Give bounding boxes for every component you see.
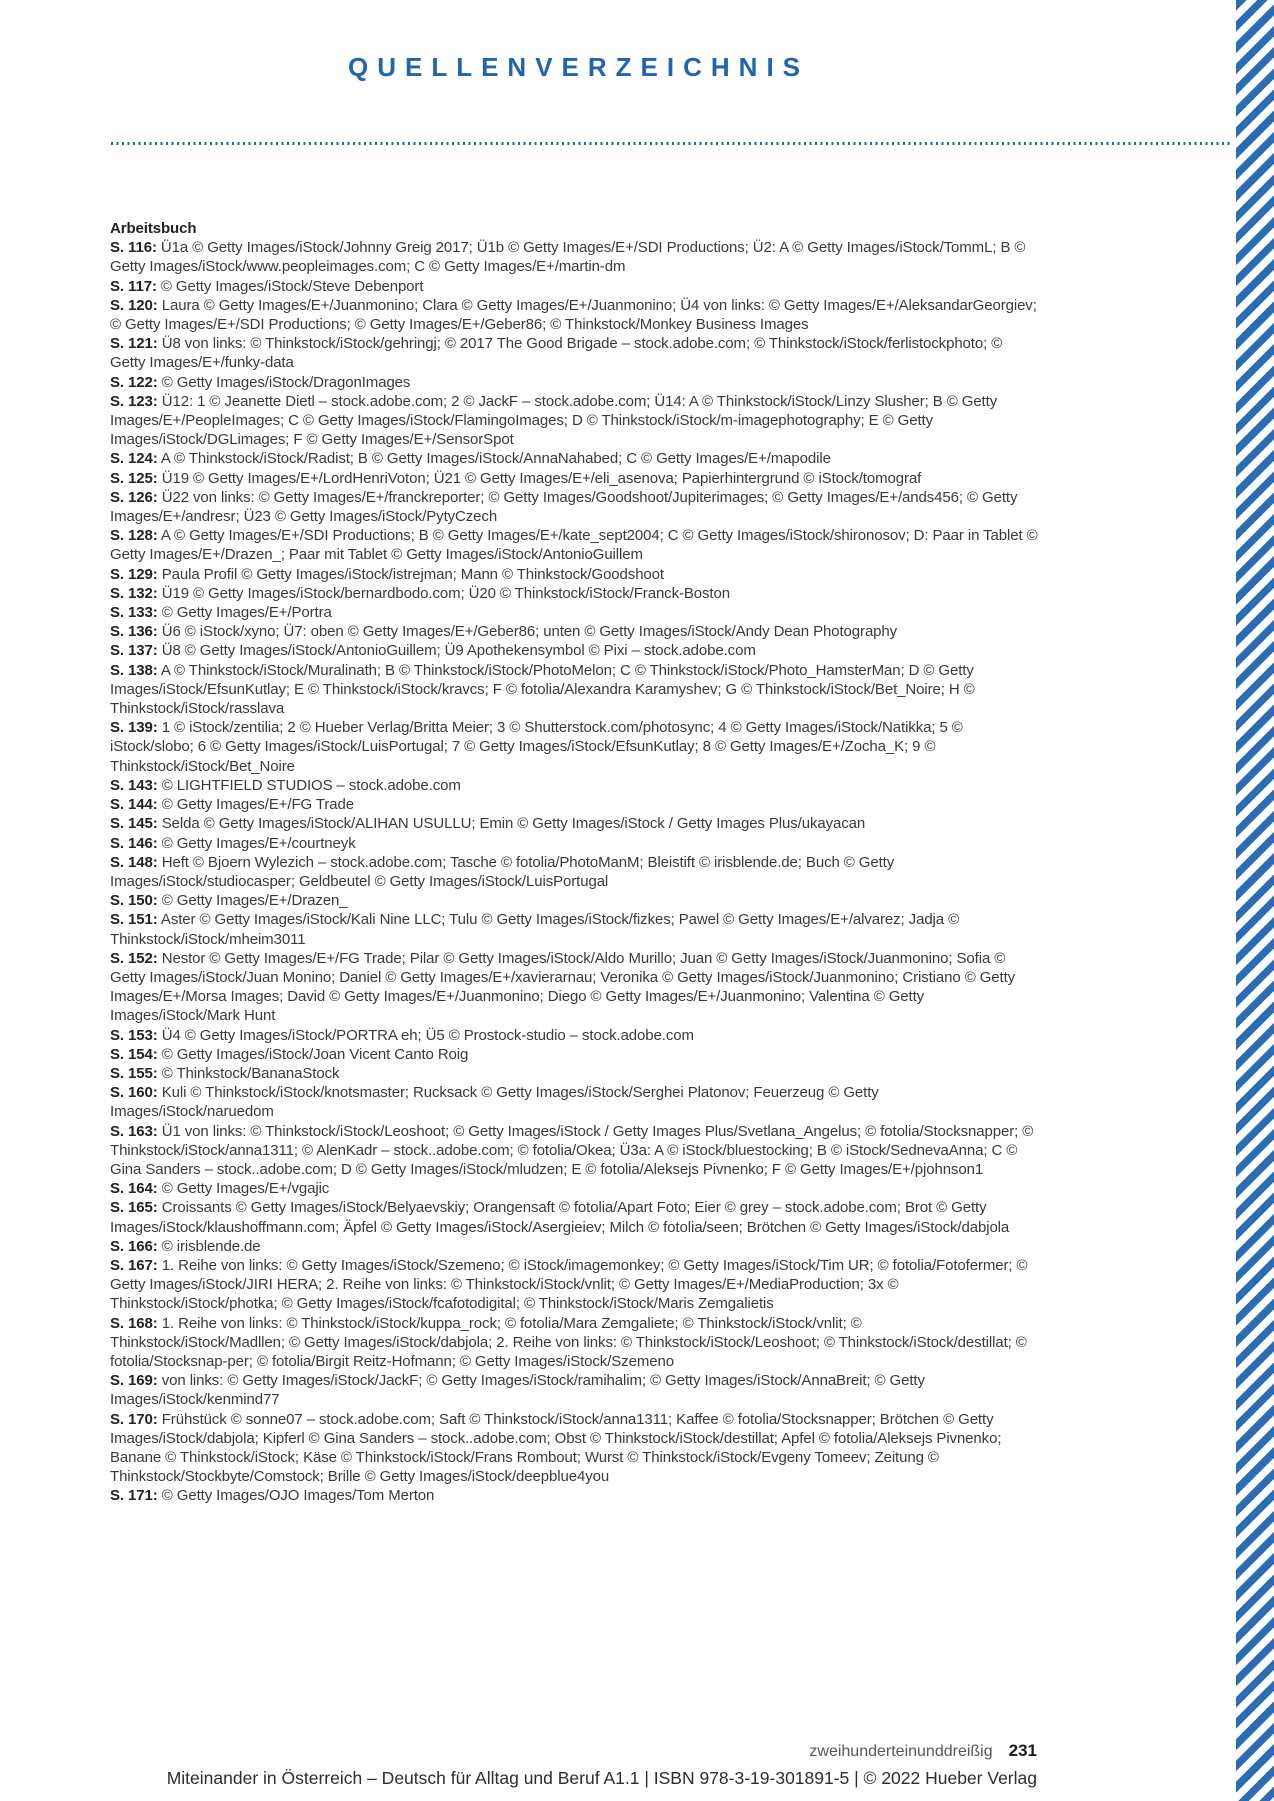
credit-entry: [110, 641, 1038, 660]
entry-credits: Ü8 © Getty Images/iStock/AntonioGuillem; Ü9 Apothekensymbol © Pixi – stock.adobe.com: [157, 642, 756, 660]
credit-entry: [110, 853, 1038, 891]
credit-entry: [110, 526, 1038, 564]
credit-entry: [110, 469, 1038, 488]
entry-credits: © Getty Images/E+/courtneyk: [157, 834, 356, 852]
entry-page-label: S. 163:: [110, 1122, 158, 1140]
credit-entry: [110, 238, 1038, 276]
entry-page-label: S. 148:: [110, 853, 158, 871]
imprint-line: Miteinander in Österreich – Deutsch für Alltag und Beruf A1.1 | ISBN 978-3-19-301891-5 | © 2022 Hueber Verlag: [166, 1768, 1037, 1788]
entry-credits: Ü6 © iStock/xyno; Ü7: oben © Getty Images/E+/Geber86; unten © Getty Images/iStock/Andy Dean Photography: [157, 623, 898, 641]
credit-entry: [110, 661, 1038, 719]
entry-credits: A © Getty Images/E+/SDI Productions; B © Getty Images/E+/kate_sept2004; C © Getty Images/iStock/shironosov; D: Paar in Tablet © Getty Images/E+/Drazen_; Paar mit Tablet © Getty Images/iStock/AntonioGuillem: [110, 527, 1038, 564]
entry-page-label: S. 126:: [110, 488, 158, 506]
credit-entries-container: [110, 238, 1038, 1505]
entry-page-label: S. 116:: [110, 239, 157, 257]
entry-credits: © Getty Images/E+/Drazen_: [157, 892, 348, 910]
entry-credits: Ü22 von links: © Getty Images/E+/franckreporter; © Getty Images/Goodshoot/Jupiterimages; © Getty Images/E+/ands456; © Getty Images/E+/andresr; Ü23 © Getty Images/iStock/PytyCzech: [110, 488, 1018, 526]
credit-entry: [110, 1045, 1038, 1064]
entry-page-label: S. 170:: [110, 1410, 158, 1428]
entry-page-label: S. 164:: [110, 1180, 158, 1198]
entry-page-label: S. 122:: [110, 373, 158, 391]
entry-page-label: S. 169:: [110, 1372, 158, 1390]
entry-credits: © LIGHTFIELD STUDIOS – stock.adobe.com: [157, 776, 461, 794]
credit-entry: [110, 565, 1038, 584]
entry-credits: 1. Reihe von links: © Thinkstock/iStock/kuppa_rock; © fotolia/Mara Zemgaliete; © Thinkstock/iStock/vnlit; © Thinkstock/iStock/Madllen; © Getty Images/iStock/dabjola; 2. Reihe von links: © Thinkstock/iStock/Leoshoot; © Thinkstock/iStock/destillat; © fotolia/Stocksnap-per; © fotolia/Birgit Reitz-Hofmann; © Getty Images/iStock/Szemeno: [110, 1314, 1027, 1370]
entry-credits: Ü19 © Getty Images/iStock/bernardbodo.com; Ü20 © Thinkstock/iStock/Franck-Boston: [157, 584, 730, 602]
entry-page-label: S. 150:: [110, 892, 158, 910]
entry-page-label: S. 165:: [110, 1199, 158, 1217]
entry-page-label: S. 125:: [110, 469, 158, 487]
page-number: 231: [1008, 1741, 1037, 1760]
credit-entry: [110, 373, 1038, 392]
entry-credits: Ü1a © Getty Images/iStock/Johnny Greig 2017; Ü1b © Getty Images/E+/SDI Productions; Ü2: A © Getty Images/iStock/TommL; B © Getty Images/iStock/www.peopleimages.com; C © Getty Images/E+/martin-dm: [110, 239, 1026, 276]
credit-entry: [110, 795, 1038, 814]
entry-credits: © Getty Images/iStock/DragonImages: [157, 373, 411, 391]
entry-credits: Paula Profil © Getty Images/iStock/istrejman; Mann © Thinkstock/Goodshoot: [157, 565, 664, 583]
credit-entry: [110, 584, 1038, 603]
entry-page-label: S. 117:: [110, 277, 157, 295]
credit-entry: [110, 277, 1038, 296]
entry-credits: Selda © Getty Images/iStock/ALIHAN USULLU; Emin © Getty Images/iStock / Getty Images Plus/ukayacan: [157, 815, 866, 833]
credit-entry: [110, 488, 1038, 526]
entry-page-label: S. 151:: [110, 911, 158, 929]
entry-page-label: S. 121:: [110, 335, 158, 353]
entry-credits: 1 © iStock/zentilia; 2 © Hueber Verlag/Britta Meier; 3 © Shutterstock.com/photosync; 4 © Getty Images/iStock/Natikka; 5 © iStock/slobo; 6 © Getty Images/iStock/LuisPortugal; 7 © Getty Images/iStock/EfsunKutlay; 8 © Getty Images/E+/Zocha_K; 9 © Thinkstock/iStock/Bet_Noire: [110, 719, 963, 775]
entry-credits: © Getty Images/E+/FG Trade: [157, 796, 355, 814]
credit-entry: [110, 1198, 1038, 1236]
entry-credits: 1. Reihe von links: © Getty Images/iStock/Szemeno; © iStock/imagemonkey; © Getty Images/iStock/Tim UR; © fotolia/Fotofermer; © Getty Images/iStock/JIRI HERA; 2. Reihe von links: © Thinkstock/iStock/vnlit; © Getty Images/E+/MediaProduction; 3x © Thinkstock/iStock/photka; © Getty Images/iStock/fcafotodigital; © Thinkstock/iStock/Maris Zemgalietis: [110, 1256, 1028, 1313]
entry-credits: Ü4 © Getty Images/iStock/PORTRA eh; Ü5 © Prostock-studio – stock.adobe.com: [157, 1026, 694, 1044]
entry-page-label: S. 123:: [110, 392, 158, 410]
credit-entry: [110, 622, 1038, 641]
entry-page-label: S. 136:: [110, 623, 158, 641]
entry-credits: © Getty Images/iStock/Joan Vicent Canto Roig: [157, 1045, 469, 1063]
entry-page-label: S. 139:: [110, 719, 158, 737]
entry-credits: A © Thinkstock/iStock/Radist; B © Getty Images/iStock/AnnaNahabed; C © Getty Images/E+/mapodile: [157, 450, 831, 468]
credit-entry: [110, 392, 1038, 450]
credits-list: [110, 219, 1038, 1506]
entry-credits: Ü1 von links: © Thinkstock/iStock/Leoshoot; © Getty Images/iStock / Getty Images Plus/Svetlana_Angelus; © fotolia/Stocksnapper; © Thinkstock/iStock/anna1311; © AlenKadr – stock..adobe.com; © fotolia/Okea; Ü3a: A © iStock/bluestocking; B © iStock/SednevaAnna; C © Gina Sanders – stock..adobe.com; D © Getty Images/iStock/mludzen; E © fotolia/Aleksejs Pivnenko; F © Getty Images/E+/pjohnson1: [110, 1122, 1034, 1178]
credit-entry: [110, 603, 1038, 622]
entry-credits: Heft © Bjoern Wylezich – stock.adobe.com; Tasche © fotolia/PhotoManM; Bleistift © irisblende.de; Buch © Getty Images/iStock/studiocasper; Geldbeutel © Getty Images/iStock/LuisPortugal: [110, 853, 895, 890]
entry-credits: © Getty Images/E+/Portra: [157, 604, 332, 622]
entry-credits: Ü19 © Getty Images/E+/LordHenriVoton; Ü21 © Getty Images/E+/eli_asenova; Papierhintergrund © iStock/tomograf: [157, 469, 922, 487]
entry-page-label: S. 144:: [110, 796, 158, 814]
entry-page-label: S. 138:: [110, 661, 158, 679]
page-number-word: zweihunderteinunddreißig: [809, 1743, 993, 1760]
entry-page-label: S. 133:: [110, 604, 158, 622]
entry-page-label: S. 146:: [110, 834, 158, 852]
credit-entry: [110, 1486, 1038, 1505]
entry-page-label: S. 155:: [110, 1064, 158, 1082]
credit-entry: [110, 1237, 1038, 1256]
credit-entry: [110, 334, 1038, 372]
entry-page-label: S. 168:: [110, 1314, 158, 1332]
credit-entry: [110, 449, 1038, 468]
entry-credits: Croissants © Getty Images/iStock/Belyaevskiy; Orangensaft © fotolia/Apart Foto; Eier © grey – stock.adobe.com; Brot © Getty Images/iStock/klaushoffmann.com; Äpfel © Getty Images/iStock/Asergieiev; Milch © fotolia/seen; Brötchen © Getty Images/iStock/dabjola: [110, 1199, 1010, 1236]
entry-page-label: S. 154:: [110, 1045, 158, 1063]
page-footer: [167, 1741, 1037, 1789]
entry-page-label: S. 152:: [110, 949, 158, 967]
credit-entry: [110, 1122, 1038, 1180]
entry-credits: Ü8 von links: © Thinkstock/iStock/gehringj; © 2017 The Good Brigade – stock.adobe.com; © Thinkstock/iStock/ferlistockphoto; © Getty Images/E+/funky-data: [110, 335, 1003, 372]
credit-entry: [110, 776, 1038, 795]
credit-entry: [110, 1026, 1038, 1045]
entry-page-label: S. 145:: [110, 815, 158, 833]
entry-credits: Frühstück © sonne07 – stock.adobe.com; Saft © Thinkstock/iStock/anna1311; Kaffee © fotolia/Stocksnapper; Brötchen © Getty Images/iStock/dabjola; Kipferl © Gina Sanders – stock..adobe.com; Obst © Thinkstock/iStock/destillat; Apfel © fotolia/Aleksejs Pivnenko; Banane © Thinkstock/iStock; Käse © Thinkstock/iStock/Frans Rombout; Wurst © Thinkstock/iStock/Evgeny Tomeev; Zeitung © Thinkstock/Stockbyte/Comstock; Brille © Getty Images/iStock/deepblue4you: [110, 1410, 1002, 1486]
page-title: QUELLENVERZEICHNIS: [347, 52, 810, 82]
entry-credits: von links: © Getty Images/iStock/JackF; © Getty Images/iStock/ramihalim; © Getty Images/iStock/AnnaBreit; © Getty Images/iStock/kenmind77: [110, 1372, 925, 1409]
credit-entry: [110, 834, 1038, 853]
credit-entry: [110, 718, 1038, 776]
entry-credits: Laura © Getty Images/E+/Juanmonino; Clara © Getty Images/E+/Juanmonino; Ü4 von links: © Getty Images/E+/AleksandarGeorgiev; © Getty Images/E+/SDI Productions; © Getty Images/E+/Geber86; © Thinkstock/Monkey Business Images: [110, 296, 1037, 334]
entry-page-label: S. 143:: [110, 776, 158, 794]
entry-page-label: S. 167:: [110, 1256, 158, 1274]
entry-page-label: S. 124:: [110, 450, 158, 468]
entry-page-label: S. 166:: [110, 1237, 158, 1255]
credit-entry: [110, 1179, 1038, 1198]
entry-page-label: S. 137:: [110, 642, 158, 660]
entry-page-label: S. 129:: [110, 565, 158, 583]
credit-entry: [110, 1410, 1038, 1487]
entry-page-label: S. 128:: [110, 527, 158, 545]
entry-credits: © Getty Images/E+/vgajic: [157, 1180, 330, 1198]
entry-credits: © Getty Images/iStock/Steve Debenport: [156, 277, 424, 295]
entry-credits: © Thinkstock/BananaStock: [157, 1064, 340, 1082]
credit-entry: [110, 1064, 1038, 1083]
credit-entry: [110, 910, 1038, 948]
credit-entry: [110, 814, 1038, 833]
entry-page-label: S. 153:: [110, 1026, 158, 1044]
credit-entry: [110, 296, 1038, 334]
entry-page-label: S. 160:: [110, 1084, 158, 1102]
entry-page-label: S. 120:: [110, 296, 158, 314]
entry-credits: Nestor © Getty Images/E+/FG Trade; Pilar © Getty Images/iStock/Aldo Murillo; Juan © Getty Images/iStock/Juanmonino; Sofia © Getty Images/iStock/Juan Monino; Daniel © Getty Images/E+/xavierarnau; Veronika © Getty Images/iStock/Juanmonino; Cristiano © Getty Images/E+/Morsa Images; David © Getty Images/E+/Juanmonino; Diego © Getty Images/E+/Juanmonino; Valentina © Getty Images/iStock/Mark Hunt: [110, 949, 1016, 1025]
credit-entry: [110, 1083, 1038, 1121]
credit-entry: [110, 1371, 1038, 1409]
entry-credits: A © Thinkstock/iStock/Muralinath; B © Thinkstock/iStock/PhotoMelon; C © Thinkstock/iStock/Photo_HamsterMan; D © Getty Images/iStock/EfsunKutlay; E © Thinkstock/iStock/kravcs; F © fotolia/Alexandra Karamyshev; G © Thinkstock/iStock/Bet_Noire; H © Thinkstock/iStock/rasslava: [110, 661, 975, 718]
entry-page-label: S. 171:: [110, 1487, 158, 1505]
entry-page-label: S. 132:: [110, 584, 158, 602]
credit-entry: [110, 949, 1038, 1026]
credit-entry: [110, 1256, 1038, 1314]
credit-entry: [110, 1314, 1038, 1372]
entry-credits: Aster © Getty Images/iStock/Kali Nine LLC; Tulu © Getty Images/iStock/fizkes; Pawel © Getty Images/E+/alvarez; Jadja © Thinkstock/iStock/mheim3011: [110, 911, 960, 948]
entry-credits: Kuli © Thinkstock/iStock/knotsmaster; Rucksack © Getty Images/iStock/Serghei Platonov; Feuerzeug © Getty Images/iStock/naruedom: [110, 1084, 879, 1121]
section-heading: Arbeitsbuch: [110, 220, 197, 237]
entry-credits: Ü12: 1 © Jeanette Dietl – stock.adobe.com; 2 © JackF – stock.adobe.com; Ü14: A © Thinkstock/iStock/Linzy Slusher; B © Getty Images/E+/PeopleImages; C © Getty Images/iStock/FlamingoImages; D © Thinkstock/iStock/m-imagephotography; E © Getty Images/iStock/DGLimages; F © Getty Images/E+/SensorSpot: [110, 392, 998, 449]
dotted-divider: [111, 142, 1232, 145]
entry-credits: © irisblende.de: [157, 1237, 261, 1255]
credit-entry: [110, 891, 1038, 910]
page-number-row: [167, 1741, 1037, 1761]
diagonal-stripes-decoration: [1236, 0, 1274, 1801]
entry-credits: © Getty Images/OJO Images/Tom Merton: [157, 1487, 435, 1505]
